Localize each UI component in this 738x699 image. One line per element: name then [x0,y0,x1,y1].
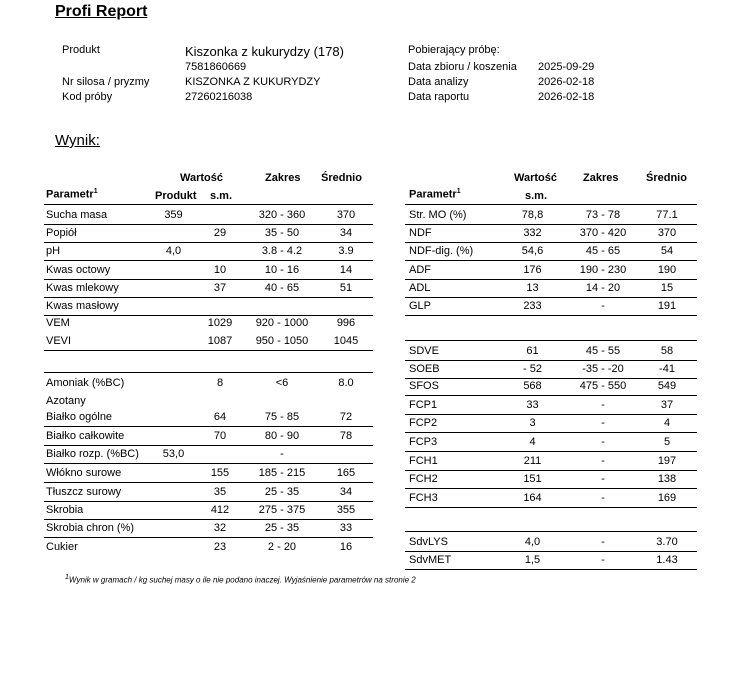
right-row-param: SFOS [409,380,439,392]
left-row-srednio: 996 [336,317,356,329]
right-row-rule [405,279,697,280]
right-row-srednio: 197 [657,455,677,467]
left-row-produkt: 53,0 [162,448,185,460]
left-col-sm: s.m. [210,190,233,202]
left-row-srednio: 16 [339,541,353,553]
left-row-rule [44,519,373,520]
left-row-param: pH [46,245,61,257]
right-row-sm: 4,0 [524,536,541,548]
right-row-srednio: 5 [663,436,671,448]
report-title: Profi Report [55,3,148,20]
left-row-sm: 412 [210,504,230,516]
left-row-zakres: 950 - 1050 [255,335,309,347]
produkt-value: Kiszonka z kukurydzy (178) [185,44,344,59]
left-row-sm: 29 [213,227,227,239]
right-row-param: SOEB [409,363,440,375]
right-row-zakres: 45 - 55 [585,345,621,357]
left-row-param: Białko rozp. (%BC) [46,448,139,460]
left-row-sm: 23 [213,541,227,553]
right-row-sm: 151 [523,473,542,485]
left-row-param: Amoniak (%BC) [46,377,125,389]
left-row-zakres: 275 - 375 [258,504,306,516]
pobierajacy-label: Pobierający próbę: [408,44,500,56]
left-row-zakres: 185 - 215 [258,467,306,479]
left-row-zakres: <6 [275,377,289,389]
left-row-produkt: 359 [164,209,183,221]
left-row-zakres: 75 - 85 [264,411,300,423]
right-row-zakres: - [601,399,605,411]
right-row-srednio: 191 [657,300,677,312]
left-row-sm: 10 [213,264,227,276]
left-row-rule [44,260,373,261]
left-row-param: Skrobia chron (%) [46,522,135,534]
right-row-zakres: 475 - 550 [579,380,627,392]
left-row-srednio: 33 [339,522,353,534]
right-row-sm: - 52 [523,363,542,375]
right-row-srednio: 15 [660,282,674,294]
silos-value: KISZONKA Z KUKURYDZY [185,76,321,88]
right-row-zakres: 370 - 420 [579,227,627,239]
left-row-rule [44,224,373,225]
right-col-zakres: Zakres [583,172,619,184]
right-row-zakres: - [601,436,605,448]
right-row-rule [405,507,697,508]
left-row-sm: 64 [213,411,227,423]
left-row-rule [44,482,373,483]
right-row-zakres: 73 - 78 [585,209,621,221]
left-row-zakres: 80 - 90 [264,430,300,442]
right-row-srednio: 1.43 [656,554,678,566]
left-col-wartosc: Wartość [180,172,223,184]
right-row-zakres: 45 - 65 [585,245,621,257]
right-gap-rule [405,531,697,532]
right-row-zakres: - [601,554,605,566]
left-col-produkt: Produkt [155,190,197,202]
right-row-sm: 33 [526,399,539,411]
left-row-param: Skrobia [46,504,84,516]
left-row-zakres: - [280,448,284,460]
right-row-sm: 78,8 [521,209,544,221]
left-row-sm: 155 [210,467,230,479]
left-row-param: Cukier [46,541,78,553]
right-row-sm: 332 [523,227,542,239]
right-row-rule [405,470,697,471]
left-row-srednio: 72 [339,411,353,423]
produkt-code: 7581860669 [185,61,247,73]
left-row-srednio: 34 [339,227,353,239]
left-row-param: Popiół [46,227,77,239]
left-row-srednio: 3.9 [338,245,354,257]
right-row-rule [405,224,697,225]
left-row-srednio: 78 [339,430,353,442]
left-row-rule [44,537,373,538]
left-row-param: Kwas mlekowy [46,282,119,294]
left-row-sm: 8 [216,377,224,389]
right-header-rule [405,204,697,205]
left-row-zakres: 920 - 1000 [255,317,309,329]
data-zbioru-value: 2025-09-29 [538,61,595,73]
left-row-zakres: 25 - 35 [264,486,300,498]
data-analizy-label: Data analizy [408,76,469,88]
right-row-sm: 164 [523,492,542,504]
right-row-sm: 13 [526,282,539,294]
left-row-param: VEM [46,317,70,329]
left-row-sm: 37 [213,282,227,294]
right-row-sm: 176 [523,264,542,276]
right-col-srednio: Średnio [646,172,687,184]
right-row-srednio: 190 [657,264,677,276]
left-row-param: Kwas masłowy [46,300,119,312]
right-row-srednio: -41 [659,363,675,375]
right-row-param: ADF [409,264,431,276]
left-row-sm: 1029 [207,317,233,329]
left-row-param: Białko ogólne [46,411,113,423]
right-row-param: FCH3 [409,492,438,504]
left-row-rule [44,242,373,243]
left-row-param: Kwas octowy [46,264,111,276]
right-row-rule [405,242,697,243]
right-row-srednio: 3.70 [656,536,678,548]
right-row-srednio: 4 [663,417,671,429]
right-row-param: ADL [409,282,431,294]
left-row-zakres: 40 - 65 [264,282,300,294]
left-header-rule [44,204,373,205]
left-row-rule [44,445,373,446]
right-row-zakres: -35 - -20 [582,363,624,375]
footnote: $^1$Wynik w gramach / kg suchej masy o ile nie podano inaczej. Wyjaśnienie parametrów na stronie 2 [65,574,416,585]
right-row-rule [405,297,697,298]
silos-label: Nr silosa / pryzmy [62,76,150,88]
right-row-param: NDF [409,227,432,239]
left-row-rule [44,350,373,351]
right-row-sm: 3 [529,417,536,429]
right-row-srednio: 37 [660,399,674,411]
right-row-sm: 4 [529,436,536,448]
left-row-srednio: 51 [339,282,353,294]
right-row-sm: 233 [523,300,542,312]
right-col-wartosc: Wartość [514,172,557,184]
right-row-zakres: 190 - 230 [579,264,627,276]
left-row-rule [44,279,373,280]
data-raportu-value: 2026-02-18 [538,91,595,103]
left-row-zakres: 320 - 360 [258,209,306,221]
left-row-param: Tłuszcz surowy [46,486,122,498]
right-row-zakres: - [601,492,605,504]
left-row-sm: 35 [213,486,227,498]
left-row-sm: 70 [213,430,227,442]
left-row-sm: 1087 [207,335,233,347]
right-row-zakres: - [601,417,605,429]
left-row-param: VEVI [46,335,72,347]
data-zbioru-label: Data zbioru / koszenia [408,61,517,73]
right-row-param: FCH1 [409,455,438,467]
left-row-rule [44,297,373,298]
right-row-param: FCH2 [409,473,438,485]
right-row-srednio: 77.1 [656,209,678,221]
left-row-srednio: 8.0 [338,377,354,389]
produkt-label: Produkt [62,44,100,56]
right-row-srednio: 54 [660,245,674,257]
right-row-param: SdvLYS [409,536,448,548]
left-row-srednio: 355 [336,504,356,516]
left-row-srednio: 14 [339,264,353,276]
right-row-rule [405,488,697,489]
right-row-rule [405,569,697,570]
right-col-sm: s.m. [525,190,548,202]
left-row-sm: 32 [213,522,227,534]
right-row-param: FCP2 [409,417,438,429]
right-row-srednio: 138 [657,473,677,485]
left-row-srednio: 34 [339,486,353,498]
right-row-rule [405,315,697,316]
left-row-produkt: 4,0 [165,245,182,257]
right-row-zakres: - [601,300,605,312]
right-row-rule [405,451,697,452]
right-row-rule [405,551,697,552]
left-row-srednio: 1045 [333,335,359,347]
left-row-srednio: 370 [336,209,356,221]
right-row-sm: 1,5 [524,554,541,566]
right-row-srednio: 549 [657,380,677,392]
left-row-zakres: 3.8 - 4.2 [261,245,303,257]
right-row-rule [405,260,697,261]
data-analizy-value: 2026-02-18 [538,76,595,88]
right-row-rule [405,360,697,361]
right-row-rule [405,378,697,379]
right-row-srednio: 58 [660,345,674,357]
left-gap-rule [44,372,373,373]
data-raportu-label: Data raportu [408,91,470,103]
left-row-param: Azotany [46,395,86,407]
kod-value: 27260216038 [185,91,253,103]
right-row-param: SDVE [409,345,439,357]
right-row-rule [405,395,697,396]
right-row-param: FCP1 [409,399,438,411]
right-row-zakres: - [601,473,605,485]
left-row-rule [44,501,373,502]
right-col-parametr: Parametr$^1$ [409,188,461,201]
left-row-srednio: 165 [336,467,356,479]
left-row-zakres: 35 - 50 [264,227,300,239]
right-row-sm: 54,6 [521,245,544,257]
left-row-param: Włókno surowe [46,467,122,479]
right-row-sm: 568 [523,380,542,392]
kod-label: Kod próby [62,91,113,103]
left-col-parametr: Parametr$^1$ [46,188,98,201]
right-gap-rule [405,340,697,341]
left-row-rule [44,426,373,427]
right-row-rule [405,414,697,415]
left-row-zakres: 10 - 16 [264,264,300,276]
left-row-rule [44,315,373,316]
left-col-srednio: Średnio [321,172,362,184]
right-row-zakres: - [601,536,605,548]
left-col-zakres: Zakres [265,172,301,184]
right-row-param: Str. MO (%) [409,209,467,221]
wynik-heading: Wynik: [55,132,100,149]
right-row-param: GLP [409,300,432,312]
right-row-sm: 61 [526,345,539,357]
left-row-param: Sucha masa [46,209,108,221]
right-row-param: NDF-dig. (%) [409,245,474,257]
right-row-srednio: 370 [657,227,677,239]
left-row-zakres: 2 - 20 [267,541,297,553]
right-row-zakres: 14 - 20 [585,282,621,294]
right-row-srednio: 169 [657,492,677,504]
right-row-rule [405,432,697,433]
right-row-sm: 211 [523,455,542,467]
right-row-param: FCP3 [409,436,438,448]
left-row-param: Białko całkowite [46,430,125,442]
left-row-rule [44,463,373,464]
right-row-param: SdvMET [409,554,452,566]
right-row-zakres: - [601,455,605,467]
left-row-zakres: 25 - 35 [264,522,300,534]
